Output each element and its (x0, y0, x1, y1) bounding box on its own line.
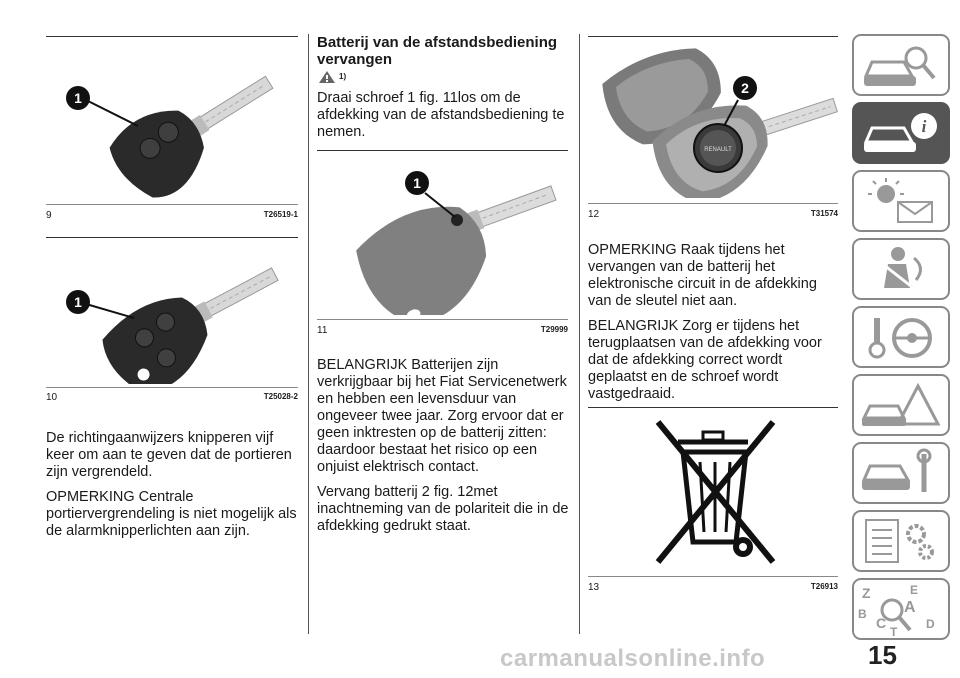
tab-car-search[interactable] (852, 34, 950, 96)
figure-12-coin-label: RENAULT (704, 147, 732, 153)
col1-text (46, 430, 300, 548)
page-number: 15 (868, 640, 897, 670)
figure-9-caption (46, 210, 298, 224)
figure-9-number: 9 (46, 210, 52, 221)
index-letter-e: E (910, 583, 919, 597)
col1-paragraph-1: De richtingaanwijzers knipperen vijf keer om aan te geven dat de portieren zijn vergrendeld. (46, 430, 292, 480)
figure-13-number: 13 (588, 582, 600, 593)
figure-12-number: 12 (588, 209, 600, 220)
svg-text:i: i (921, 117, 927, 136)
warning-reference (318, 70, 378, 84)
col1-paragraph-2: OPMERKING Centrale portiervergrendeling is niet mogelijk als de alarmknipperlichten aan zijn. (46, 489, 297, 539)
tab-safety[interactable] (852, 238, 950, 300)
figure-9-key-image (46, 40, 298, 200)
tab-starting-driving[interactable] (852, 306, 950, 368)
crossed-bin-icon (588, 412, 838, 572)
tab-maintenance[interactable] (852, 442, 950, 504)
figure-11-callout: 1 (413, 175, 421, 191)
index-letter-a: A (904, 599, 916, 616)
tab-index[interactable] (852, 578, 950, 640)
figure-12-bottom-rule (588, 203, 838, 204)
tab-technical-data[interactable] (852, 510, 950, 572)
figure-11-bottom-rule (317, 319, 568, 320)
figure-11-caption (317, 325, 568, 339)
index-letter-d: D (926, 617, 935, 631)
figure-10-bottom-rule (46, 387, 298, 388)
col2-paragraph-2: BELANGRIJK Batterijen zijn verkrijgbaar bij het Fiat Servicenetwerk en hebben een levensduur van ongeveer twee jaar. Zorg ervoor dat er geen inktresten op de batterij zitten: daardoor bestaat het risico op een onjuist elektrisch contact. (317, 357, 567, 475)
figure-12-top-rule (588, 36, 838, 37)
tab-emergency[interactable] (852, 374, 950, 436)
figure-10-code: T25028-2 (263, 392, 298, 401)
column-divider-2 (579, 34, 580, 634)
figure-13-top-rule (588, 407, 838, 408)
col2-paragraph-1: Draai schroef 1 fig. 11los om de afdekking van de afstandsbediening te nemen. (317, 90, 565, 140)
col2-intro (317, 90, 572, 149)
index-letter-c: C (876, 615, 887, 631)
airbag-person-icon (854, 240, 948, 298)
col3-text (588, 242, 840, 411)
alphabet-index-icon (854, 580, 948, 638)
col3-paragraph-2: BELANGRIJK Zorg er tijdens het terugplaatsen van de afdekking voor dat de afdekking correct wordt geplaatst en de schroef wordt vastgedraaid. (588, 318, 822, 402)
figure-11-top-rule (317, 150, 568, 151)
col2-text (317, 357, 572, 543)
figure-10-top-rule (46, 237, 298, 238)
figure-10-caption (46, 392, 298, 406)
figure-9-top-rule (46, 36, 298, 37)
warning-triangle-car-icon (854, 376, 948, 434)
figure-9-callout: 1 (74, 90, 82, 106)
figure-12-callout: 2 (741, 80, 749, 96)
tab-car-info[interactable] (852, 102, 950, 164)
tab-lights-messages[interactable] (852, 170, 950, 232)
car-info-icon (854, 104, 948, 162)
figure-13-caption (588, 582, 838, 596)
figure-9-code: T26519-1 (263, 210, 298, 219)
column-divider-1 (308, 34, 309, 634)
light-message-icon (854, 172, 948, 230)
index-letter-b: B (858, 607, 867, 621)
figure-12-key-image (588, 38, 838, 198)
col2-paragraph-3: Vervang batterij 2 fig. 12met inachtneming van de polariteit die in de afdekking gedrukt staat. (317, 484, 569, 534)
car-search-icon (854, 36, 948, 94)
figure-10-key-image (46, 244, 298, 384)
figure-11-code: T29999 (540, 325, 568, 334)
figure-9-bottom-rule (46, 204, 298, 205)
figure-11-number: 11 (317, 325, 328, 336)
index-letter-t: T (890, 625, 898, 638)
warning-ref-number: 1) (339, 72, 347, 81)
col3-paragraph-1: OPMERKING Raak tijdens het vervangen van de batterij het elektronische circuit in de afdekking van de sleutel niet aan. (588, 242, 817, 309)
list-gears-icon (854, 512, 948, 570)
key-steering-wheel-icon (854, 308, 948, 366)
figure-10-number: 10 (46, 392, 58, 403)
figure-12-code: T31574 (810, 209, 838, 218)
figure-10-callout: 1 (74, 294, 82, 310)
figure-13-code: T26913 (810, 582, 838, 591)
section-heading: Batterij van de afstandsbediening vervangen (317, 34, 558, 68)
figure-12-caption (588, 209, 838, 223)
car-wrench-icon (854, 444, 948, 502)
watermark: carmanualsonline.info (500, 645, 766, 672)
index-letter-z: Z (862, 585, 871, 601)
warning-icon (318, 70, 336, 84)
figure-13-bottom-rule (588, 576, 838, 577)
figure-11-key-image (317, 155, 568, 315)
